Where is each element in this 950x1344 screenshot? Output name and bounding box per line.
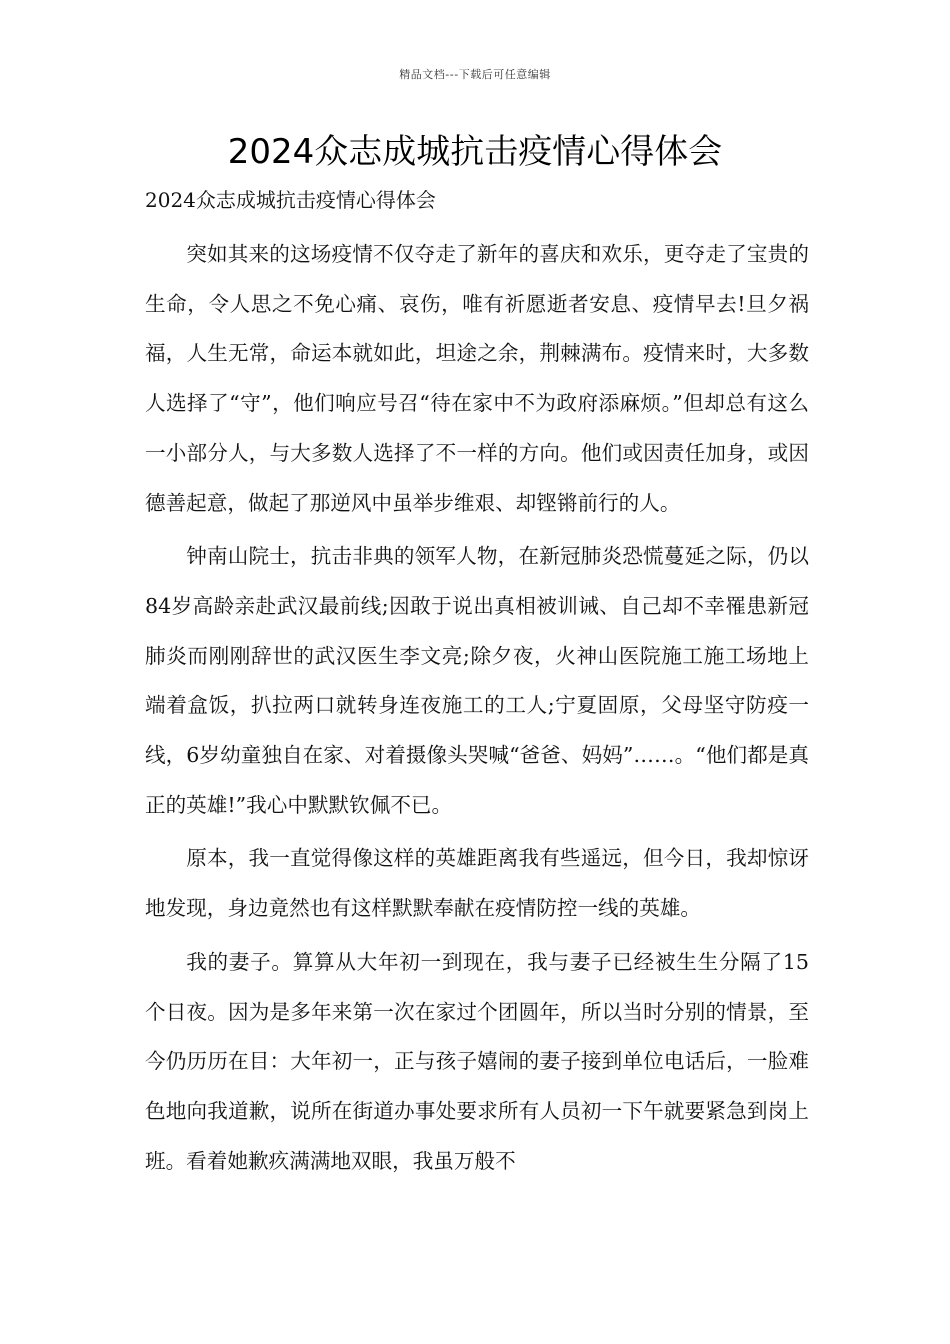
document-body (145, 230, 809, 1190)
header-note: 精品文档---下载后可任意编辑 (399, 68, 551, 81)
paragraph: 突如其来的这场疫情不仅夺走了新年的喜庆和欢乐，更夺走了宝贵的生命，令人思之不免心痛、哀伤，唯有祈愿逝者安息、疫情早去!旦夕祸福，人生无常，命运本就如此，坦途之余，荆棘满布。疫情来时，大多数人选择了“守”，他们响应号召“待在家中不为政府添麻烦。”但却总有这么一小部分人，与大多数人选择了不一样的方向。他们或因责任加身，或因德善起意，做起了那逆风中虽举步维艰、却铿锵前行的人。 (145, 242, 809, 515)
paragraph: 钟南山院士，抗击非典的领军人物，在新冠肺炎恐慌蔓延之际，仍以84岁高龄亲赴武汉最前线;因敢于说出真相被训诫、自己却不幸罹患新冠肺炎而刚刚辞世的武汉医生李文亮;除夕夜，火神山医院施工施工场地上端着盒饭，扒拉两口就转身连夜施工的工人;宁夏固原，父母坚守防疫一线，6岁幼童独自在家、对着摄像头哭喊“爸爸、妈妈”……。“他们都是真正的英雄!”我心中默默钦佩不已。 (145, 544, 809, 817)
document-title: 2024众志成城抗击疫情心得体会 (227, 132, 723, 172)
paragraph: 原本，我一直觉得像这样的英雄距离我有些遥远，但今日，我却惊讶地发现，身边竟然也有这样默默奉献在疫情防控一线的英雄。 (145, 846, 809, 921)
document-subtitle: 2024众志成城抗击疫情心得体会 (145, 188, 436, 212)
paragraph: 我的妻子。算算从大年初一到现在，我与妻子已经被生生分隔了15个日夜。因为是多年来第一次在家过个团圆年，所以当时分别的情景，至今仍历历在目：大年初一，正与孩子嬉闹的妻子接到单位电话后，一脸难色地向我道歉，说所在街道办事处要求所有人员初一下午就要紧急到岗上班。看着她歉疚满满地双眼，我虽万般不 (145, 949, 809, 1173)
